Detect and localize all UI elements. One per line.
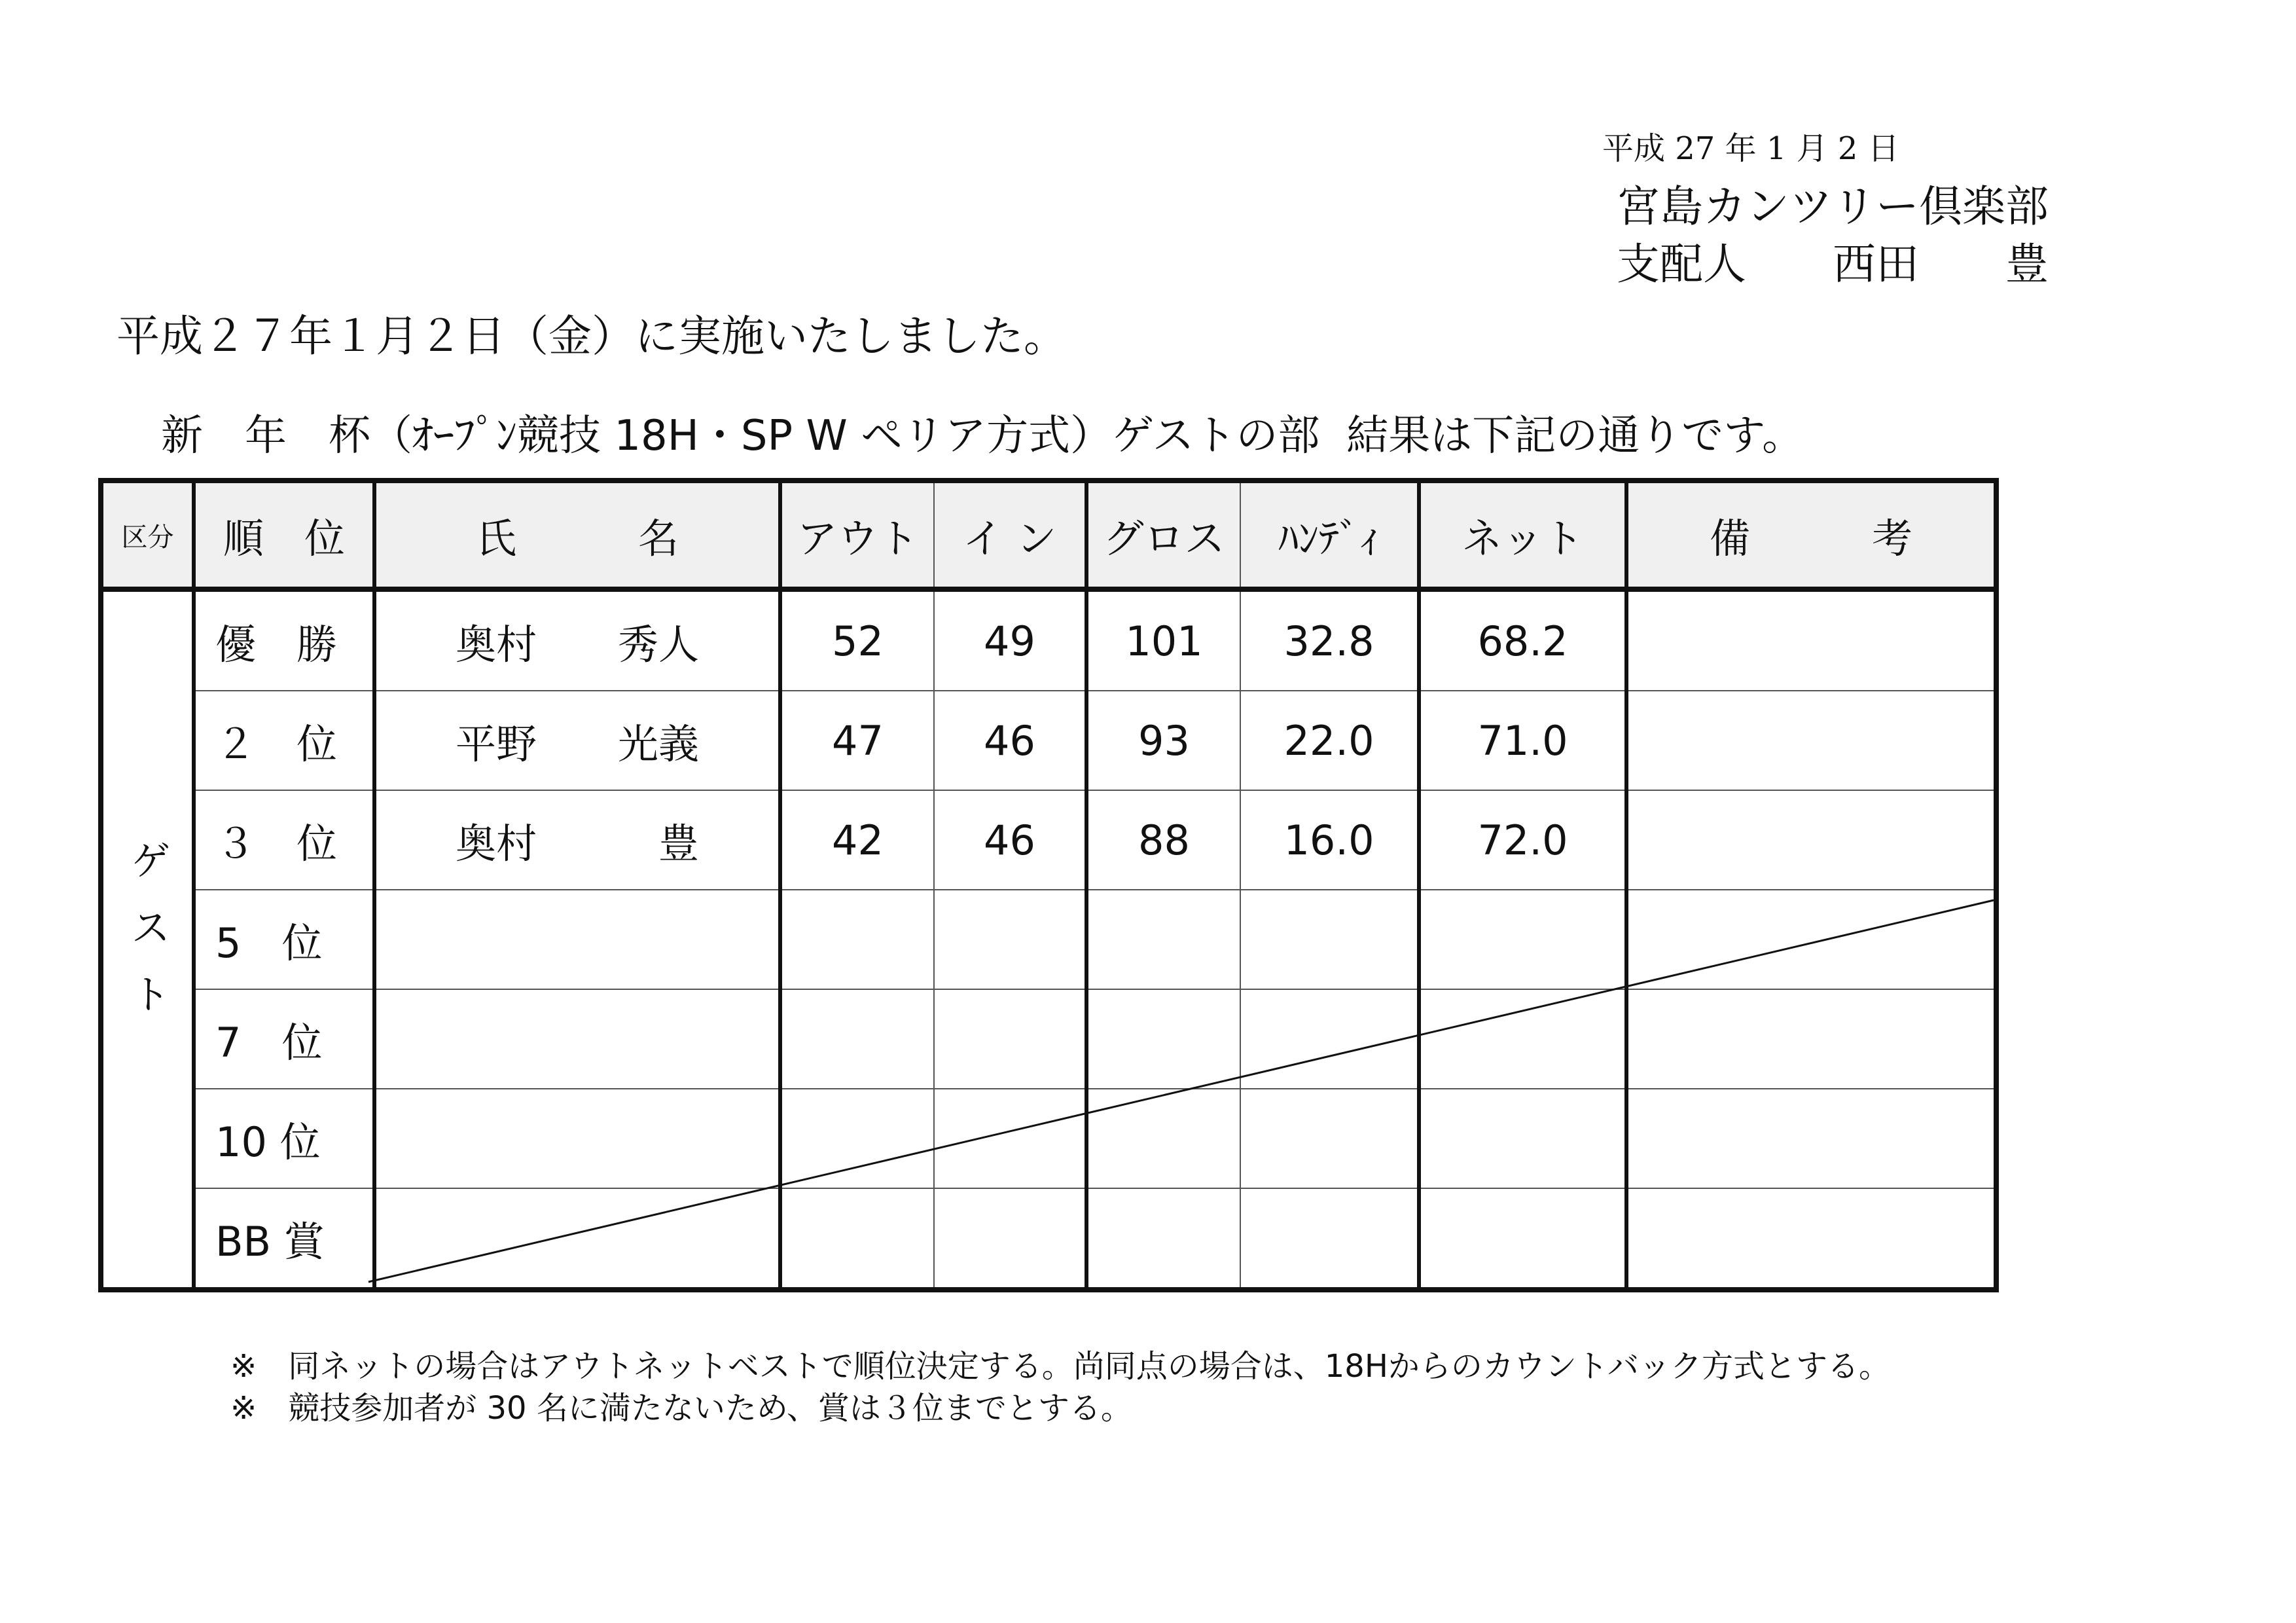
gross-score: 93 [1086, 691, 1240, 790]
remarks [1626, 1188, 1996, 1290]
player-name [374, 890, 780, 989]
out-score: 42 [780, 790, 934, 890]
in-score: 46 [934, 790, 1086, 890]
rank-cell: ２ 位 [194, 691, 374, 790]
header-handicap: ﾊﾝﾃﾞｨ [1240, 481, 1419, 589]
remarks [1626, 989, 1996, 1089]
gross-score [1086, 1188, 1240, 1290]
out-score [780, 989, 934, 1089]
rank-cell: 5 位 [194, 890, 374, 989]
net-score: 71.0 [1419, 691, 1626, 790]
out-score [780, 1188, 934, 1290]
gross-score [1086, 890, 1240, 989]
header-gross: グロス [1086, 481, 1240, 589]
handicap: 16.0 [1240, 790, 1419, 890]
table-row [101, 890, 1996, 989]
in-score [934, 1188, 1086, 1290]
category-guest: ゲスト [101, 589, 194, 1290]
header-out: アウト [780, 481, 934, 589]
rank-cell: 7 位 [194, 989, 374, 1089]
net-score: 68.2 [1419, 589, 1626, 691]
handicap [1240, 1188, 1419, 1290]
header-net: ネット [1419, 481, 1626, 589]
in-score [934, 890, 1086, 989]
table-row [101, 1089, 1996, 1188]
results-table [98, 478, 1999, 1292]
out-score: 52 [780, 589, 934, 691]
remarks [1626, 691, 1996, 790]
rank-cell: BB 賞 [194, 1188, 374, 1290]
header-remarks: 備 考 [1626, 481, 1996, 589]
remarks [1626, 890, 1996, 989]
net-score [1419, 1188, 1626, 1290]
player-name: 平野 光義 [374, 691, 780, 790]
document-date: 平成 27 年 1 月 2 日 [1602, 130, 1899, 167]
table-row [101, 790, 1996, 890]
remarks [1626, 1089, 1996, 1188]
net-score [1419, 989, 1626, 1089]
handicap: 32.8 [1240, 589, 1419, 691]
handicap [1240, 989, 1419, 1089]
player-name: 奥村 豊 [374, 790, 780, 890]
manager-name: 支配人 西田 豊 [1617, 239, 2049, 289]
in-score: 46 [934, 691, 1086, 790]
out-score [780, 1089, 934, 1188]
rank-cell: ３ 位 [194, 790, 374, 890]
rank-cell: 優 勝 [194, 589, 374, 691]
header-name: 氏 名 [374, 481, 780, 589]
handicap [1240, 1089, 1419, 1188]
intro-text: 平成２７年１月２日（金）に実施いたしました。 [117, 311, 1067, 361]
header-rank: 順 位 [194, 481, 374, 589]
note-prize-limit: ※ 競技参加者が 30 名に満たないため、賞は３位までとする。 [230, 1390, 1132, 1427]
table-row [101, 989, 1996, 1089]
in-score [934, 989, 1086, 1089]
player-name [374, 1089, 780, 1188]
player-name [374, 1188, 780, 1290]
net-score: 72.0 [1419, 790, 1626, 890]
out-score: 47 [780, 691, 934, 790]
handicap [1240, 890, 1419, 989]
competition-subtitle: 新 年 杯（ｵｰﾌﾟﾝ競技 18H・SP W ペリア方式）ゲストの部 結果は下記の通りです。 [161, 412, 1804, 460]
gross-score: 101 [1086, 589, 1240, 691]
remarks [1626, 790, 1996, 890]
gross-score [1086, 989, 1240, 1089]
remarks [1626, 589, 1996, 691]
rank-cell: 10 位 [194, 1089, 374, 1188]
header-in: イ ン [934, 481, 1086, 589]
player-name [374, 989, 780, 1089]
gross-score [1086, 1089, 1240, 1188]
in-score [934, 1089, 1086, 1188]
table-row [101, 1188, 1996, 1290]
club-name: 宮島カンツリー倶楽部 [1617, 181, 2049, 232]
header-category: 区分 [101, 481, 194, 589]
out-score [780, 890, 934, 989]
in-score: 49 [934, 589, 1086, 691]
handicap: 22.0 [1240, 691, 1419, 790]
note-tiebreak: ※ 同ネットの場合はアウトネットベストで順位決定する。尚同点の場合は、18Hからのカウントバック方式とする。 [230, 1348, 1890, 1385]
table-row [101, 589, 1996, 691]
gross-score: 88 [1086, 790, 1240, 890]
net-score [1419, 890, 1626, 989]
table-row [101, 691, 1996, 790]
net-score [1419, 1089, 1626, 1188]
player-name: 奥村 秀人 [374, 589, 780, 691]
header-row [101, 481, 1996, 589]
